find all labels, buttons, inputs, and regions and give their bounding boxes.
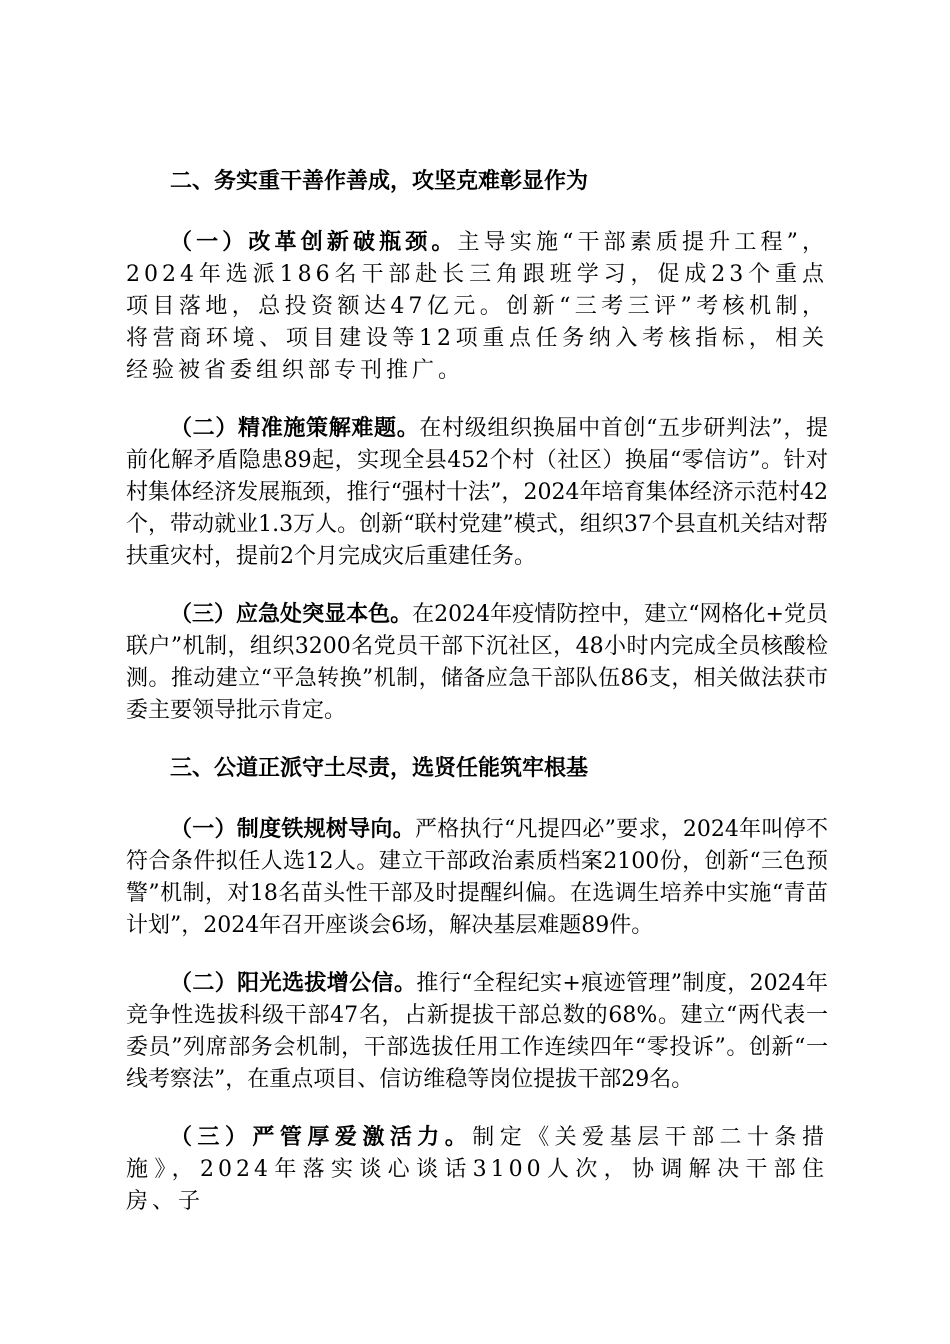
paragraph-lead: （二）阳光选拔增公信。 [170,971,417,996]
paragraph-lead: （三）应急处突显本色。 [170,602,413,627]
paragraph-text: 在2024年疫情防控中，建立“网格化+党员联户”机制，组织3200名党员干部下沉社区，48小时内完成全员核酸检测。推动建立“平急转换”机制，储备应急干部队伍86支，相关做法获市委主要领导批示肯定。 [126,602,828,723]
paragraph-text: 在村级组织换届中首创“五步研判法”，提前化解矛盾隐患89起，实现全县452个村（社区）换届“零信访”。针对村集体经济发展瓶颈，推行“强村十法”，2024年培育集体经济示范村42个，带动就业1.3万人。创新“联村党建”模式，组织37个县直机关结对帮扶重灾村，提前2个月完成灾后重建任务。 [126,416,828,569]
paragraph-lead: （二）精准施策解难题。 [170,416,420,441]
document-page [126,166,828,1244]
paragraph-text: 制定《关爱基层干部二十条措施》，2024年落实谈心谈话3100人次，协调解决干部住房、子 [126,1125,828,1214]
paragraph-lead: （三）严管厚爱激活力。 [170,1125,473,1150]
section-heading-2: 二、务实重干善作善成，攻坚克难彰显作为 [170,169,589,194]
paragraph-text: 推行“全程纪实+痕迹管理”制度，2024年竞争性选拔科级干部47名，占新提拔干部总数的68%。建立“两代表一委员”列席部务会机制，干部选拔任用工作连续四年“零投诉”。创新“一线考察法”，在重点项目、信访维稳等岗位提拔干部29名。 [126,971,828,1092]
paragraph-sunshine-selection [126,968,828,1096]
paragraph-system-rules [126,814,828,942]
paragraph-lead: （一）制度铁规树导向。 [170,817,415,842]
paragraph-precise-policy [126,413,828,573]
paragraph-strict-care [126,1122,828,1218]
paragraph-reform-innovation [126,227,828,387]
paragraph-lead: （一）改革创新破瓶颈。 [170,230,458,255]
paragraph-text: 主导实施“干部素质提升工程”，2024年选派186名干部赴长三角跟班学习，促成23个重点项目落地，总投资额达47亿元。创新“三考三评”考核机制，将营商环境、项目建设等12项重点任务纳入考核指标，相关经验被省委组织部专刊推广。 [126,230,828,383]
section-heading-3: 三、公道正派守土尽责，选贤任能筑牢根基 [170,756,589,781]
paragraph-emergency-response [126,599,828,727]
paragraph-text: 严格执行“凡提四必”要求，2024年叫停不符合条件拟任人选12人。建立干部政治素质档案2100份，创新“三色预警”机制，对18名苗头性干部及时提醒纠偏。在选调生培养中实施“青苗计划”，2024年召开座谈会6场，解决基层难题89件。 [126,817,828,938]
